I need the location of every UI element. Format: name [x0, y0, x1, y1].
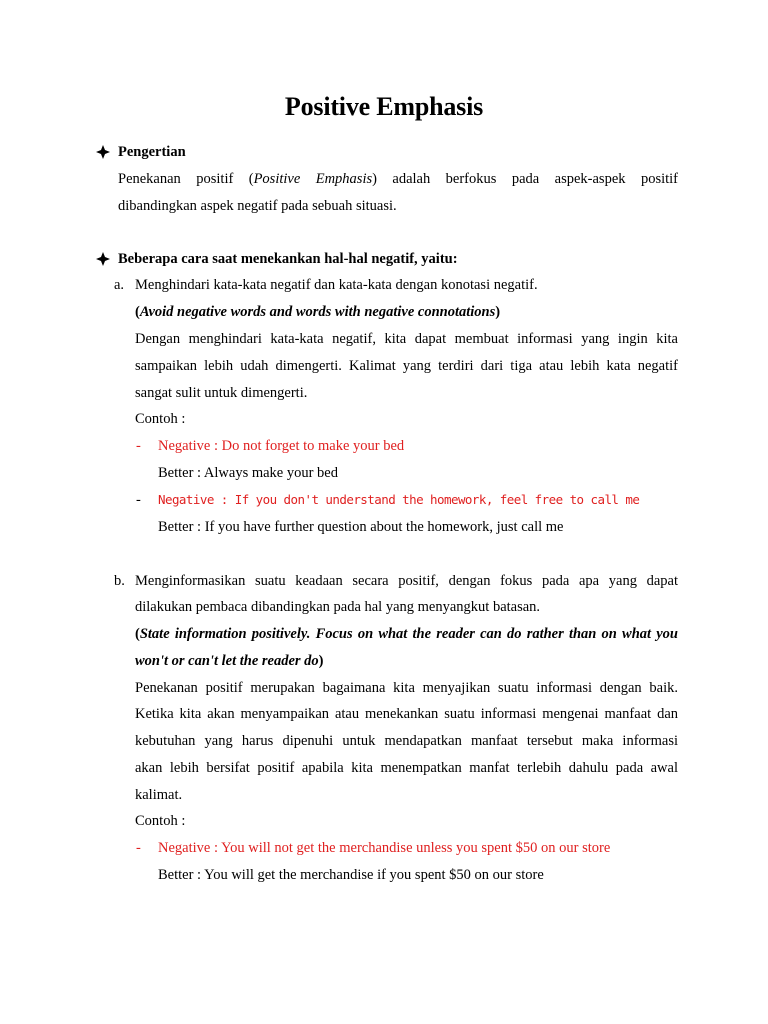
item-a-better-1: Better : Always make your bed — [158, 465, 338, 481]
dash-marker: - — [136, 840, 141, 856]
item-b-desc-5: kalimat. — [135, 787, 183, 803]
paren-open: ( — [135, 304, 140, 320]
definition-line-1 — [118, 169, 678, 189]
item-a-english — [135, 302, 500, 322]
dash-marker: - — [136, 438, 141, 454]
item-a-title: Menghindari kata-kata negatif dan kata-kata dengan konotasi negatif. — [135, 277, 538, 293]
definition-text-end: ) adalah berfokus pada aspek-aspek positif — [372, 171, 678, 187]
item-a-contoh: Contoh : — [135, 411, 186, 427]
section-heading-pengertian: Pengertian — [118, 144, 186, 160]
item-b-desc-3: kebutuhan yang harus dipenuhi untuk mendapatkan manfaat tersebut maka informasi — [135, 733, 678, 749]
list-marker-a: a. — [114, 277, 125, 293]
item-b-english-1 — [135, 624, 678, 644]
paren-close: ) — [318, 653, 324, 669]
item-b-negative-1: Negative : You will not get the merchandise unless you spent $50 on our store — [158, 840, 611, 856]
item-a-negative-2: Negative : If you don't understand the homework, feel free to call me — [158, 492, 640, 507]
definition-term: Positive Emphasis — [253, 171, 373, 187]
item-b-desc-1: Penekanan positif merupakan bagaimana kita menyajikan suatu informasi dengan baik. — [135, 680, 678, 696]
section-heading-cara: Beberapa cara saat menekankan hal-hal negatif, yaitu: — [118, 251, 458, 267]
diamond-bullet-icon — [96, 145, 110, 159]
item-b-english-2 — [135, 651, 324, 671]
definition-text-start: Penekanan positif ( — [118, 171, 254, 187]
item-a-better-2: Better : If you have further question about the homework, just call me — [158, 519, 564, 535]
item-b-title-2: dilakukan pembaca dibandingkan pada hal yang menyangkut batasan. — [135, 599, 541, 615]
item-b-better-1: Better : You will get the merchandise if you spent $50 on our store — [158, 867, 544, 883]
item-a-english-text: Avoid negative words and words with negative connotations — [139, 304, 496, 320]
paren-open: ( — [135, 626, 140, 642]
dash-marker: - — [136, 492, 141, 508]
item-b-desc-4: akan lebih bersifat positif apabila kita menempatkan manfat terlebih dahulu pada awal — [135, 760, 678, 776]
item-a-negative-1: Negative : Do not forget to make your bed — [158, 438, 405, 454]
page-title: Positive Emphasis — [284, 92, 484, 121]
item-b-desc-2: Ketika kita akan menyampaikan atau menekankan suatu informasi mengenai manfaat dan — [135, 706, 678, 722]
item-b-english-text-1: State information positively. Focus on what the reader can do rather than on what you — [139, 626, 678, 642]
item-a-desc-2: sampaikan lebih udah dimengerti. Kalimat yang terdiri dari tiga atau lebih kata negatif — [135, 358, 678, 374]
item-a-desc-3: sangat sulit untuk dimengerti. — [135, 385, 308, 401]
item-b-contoh: Contoh : — [135, 813, 186, 829]
paren-close: ) — [495, 304, 501, 320]
item-a-desc-1: Dengan menghindari kata-kata negatif, kita dapat membuat informasi yang ingin kita — [135, 331, 678, 347]
list-marker-b: b. — [114, 573, 125, 589]
item-b-english-text-2: won't or can't let the reader do — [135, 653, 319, 669]
diamond-bullet-icon — [96, 252, 110, 266]
definition-line-2: dibandingkan aspek negatif pada sebuah situasi. — [118, 198, 397, 214]
item-b-title-1: Menginformasikan suatu keadaan secara positif, dengan fokus pada apa yang dapat — [135, 573, 678, 589]
